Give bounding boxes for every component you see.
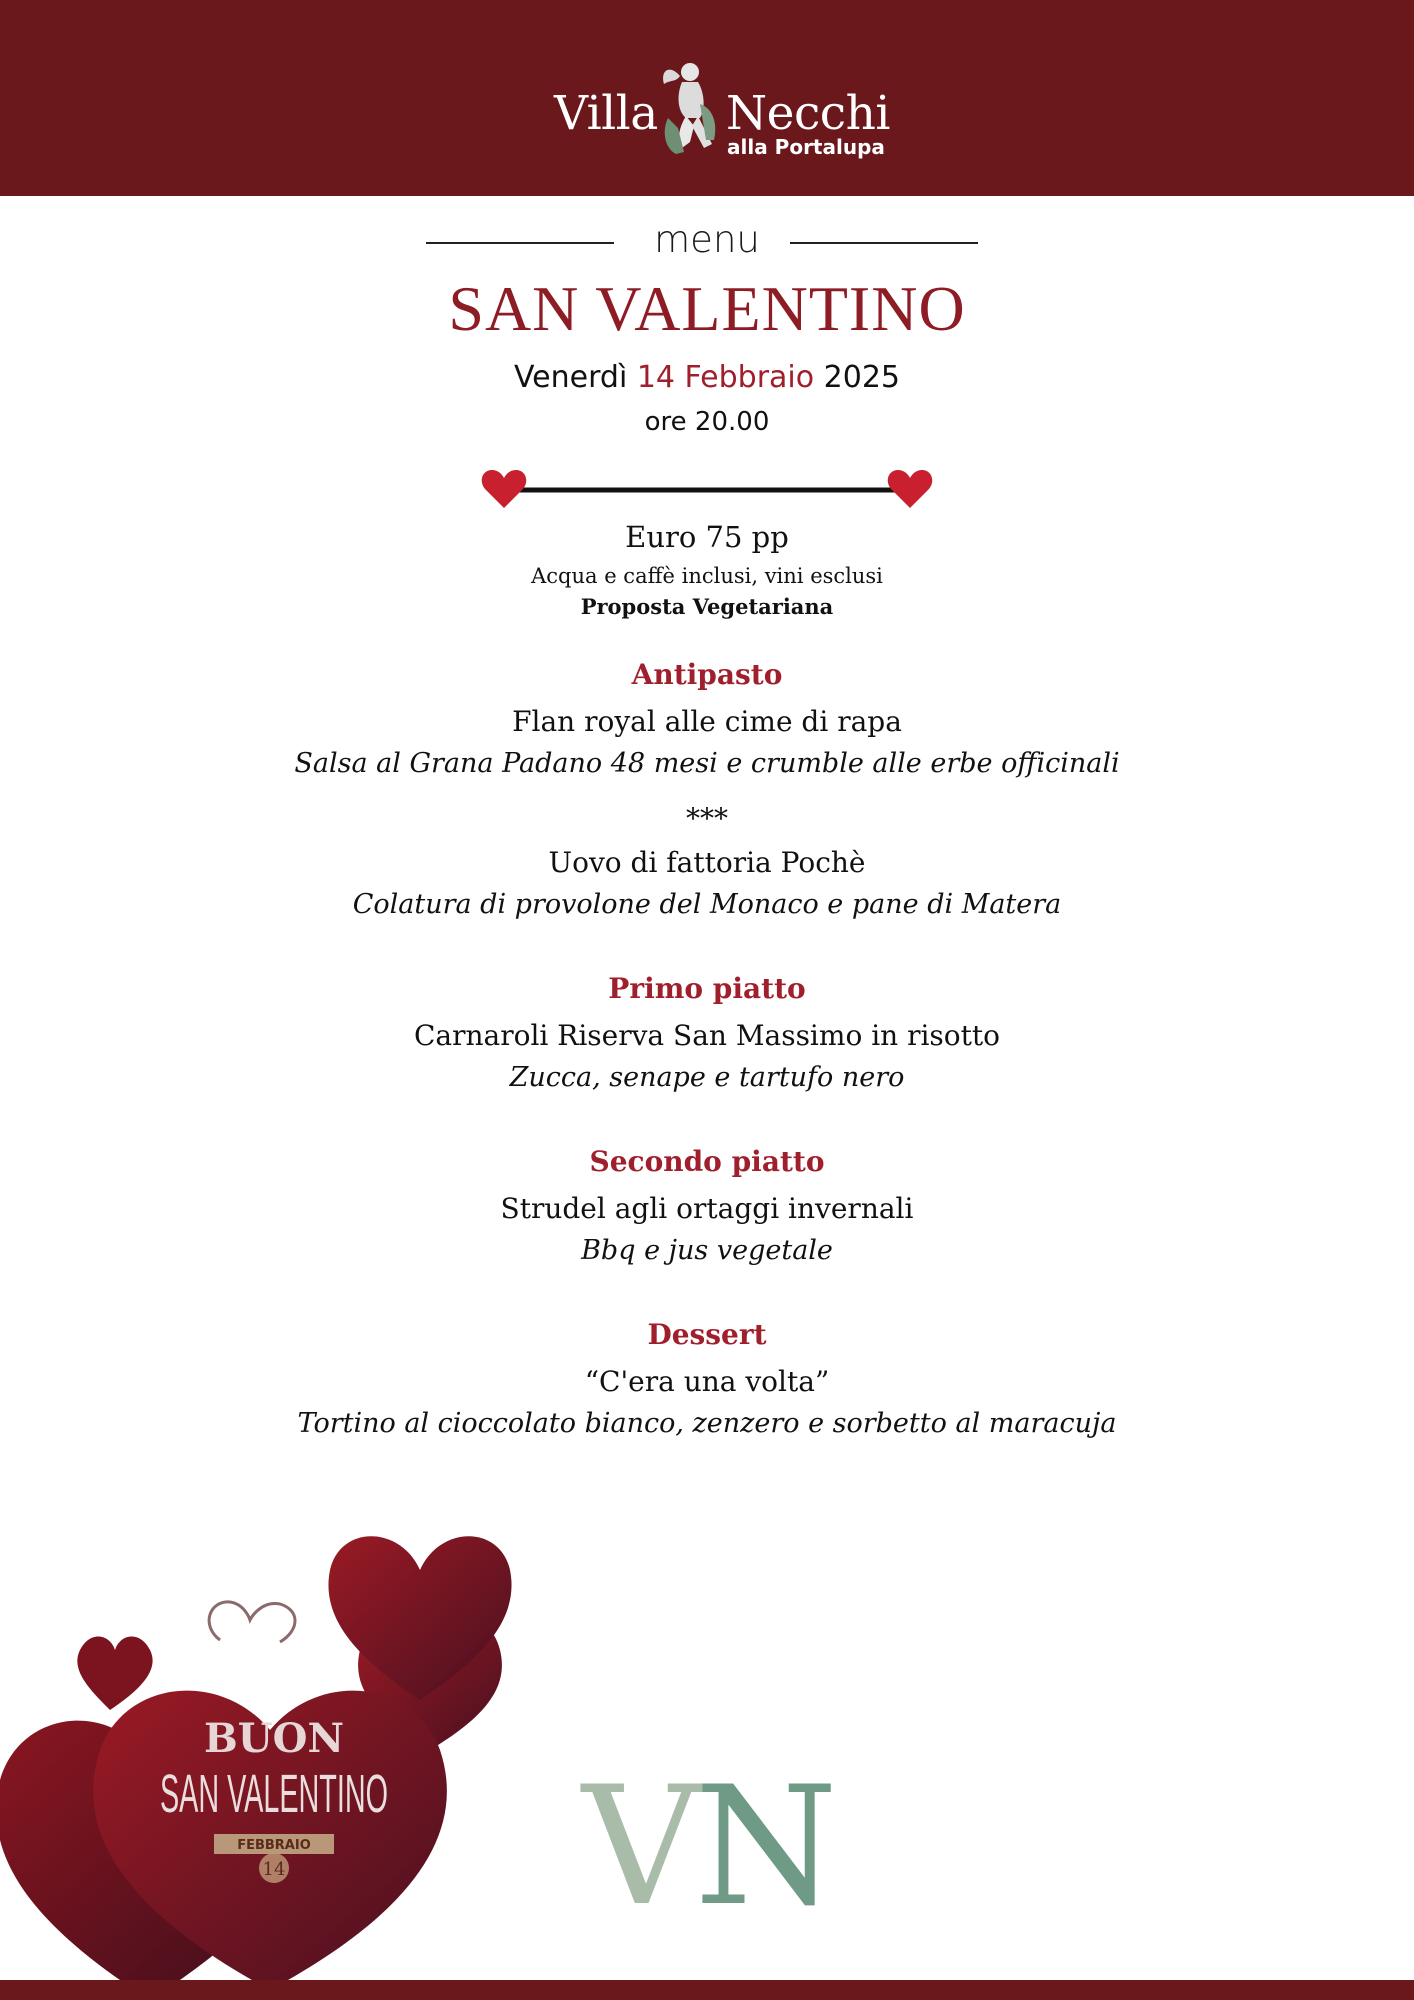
- course-title-primo: Primo piatto: [608, 972, 806, 1005]
- dish-description: Bbq e jus vegetale: [581, 1235, 833, 1266]
- vn-monogram: [582, 1751, 832, 1942]
- badge-month: FEBBRAIO: [237, 1838, 311, 1853]
- heart-small-icon: [77, 1636, 152, 1710]
- menu-label: menu: [654, 218, 760, 261]
- date-day-month: 14 Febbraio: [636, 360, 815, 395]
- badge-line1: BUON: [203, 1715, 345, 1762]
- heart-left-icon: [482, 470, 527, 508]
- course-separator: ***: [686, 802, 728, 835]
- dish-name: Carnaroli Riserva San Massimo in risotto: [413, 1019, 1001, 1052]
- course-title-dessert: Dessert: [647, 1318, 767, 1351]
- course-title-secondo: Secondo piatto: [589, 1145, 825, 1178]
- dish-description: Salsa al Grana Padano 48 mesi e crumble alle erbe officinali: [294, 748, 1120, 779]
- logo-necchi-text: Necchi: [726, 86, 890, 141]
- price-inclusions: Acqua e caffè inclusi, vini esclusi: [531, 564, 883, 588]
- badge-line2: SAN VALENTINO: [160, 1764, 388, 1824]
- dish-description: Colatura di provolone del Monaco e pane di Matera: [352, 889, 1062, 920]
- date-weekday: Venerdì: [513, 360, 628, 395]
- buon-san-valentino-badge: [0, 1530, 560, 2000]
- villa-necchi-logo: [0, 0, 1414, 196]
- price: Euro 75 pp: [625, 520, 789, 554]
- dish-name: “C'era una volta”: [584, 1365, 830, 1398]
- course-title-antipasto: Antipasto: [631, 658, 783, 691]
- heart-divider: [480, 464, 934, 512]
- logo-subtitle: alla Portalupa: [727, 135, 885, 159]
- event-date: [0, 360, 1414, 395]
- date-year: 2025: [823, 360, 901, 395]
- event-time: ore 20.00: [644, 407, 770, 437]
- dish-description: Tortino al cioccolato bianco, zenzero e sorbetto al maracuja: [297, 1408, 1117, 1439]
- monogram-n: N: [694, 1751, 832, 1942]
- footer-band: [0, 1980, 1414, 2000]
- dish-description: Zucca, senape e tartufo nero: [509, 1062, 905, 1093]
- angel-statue-icon: [656, 56, 724, 158]
- logo-villa-text: Villa: [554, 86, 658, 141]
- menu-rule-right: [790, 242, 978, 244]
- dish-name: Strudel agli ortaggi invernali: [500, 1192, 914, 1225]
- dish-name: Flan royal alle cime di rapa: [512, 705, 902, 738]
- header-band: [0, 0, 1414, 196]
- badge-day: 14: [262, 1859, 286, 1880]
- heart-right-icon: [888, 470, 933, 508]
- proposal-label: Proposta Vegetariana: [580, 594, 834, 619]
- dish-name: Uovo di fattoria Pochè: [548, 846, 866, 879]
- monogram-v: V: [582, 1751, 695, 1942]
- event-title: SAN VALENTINO: [448, 273, 966, 344]
